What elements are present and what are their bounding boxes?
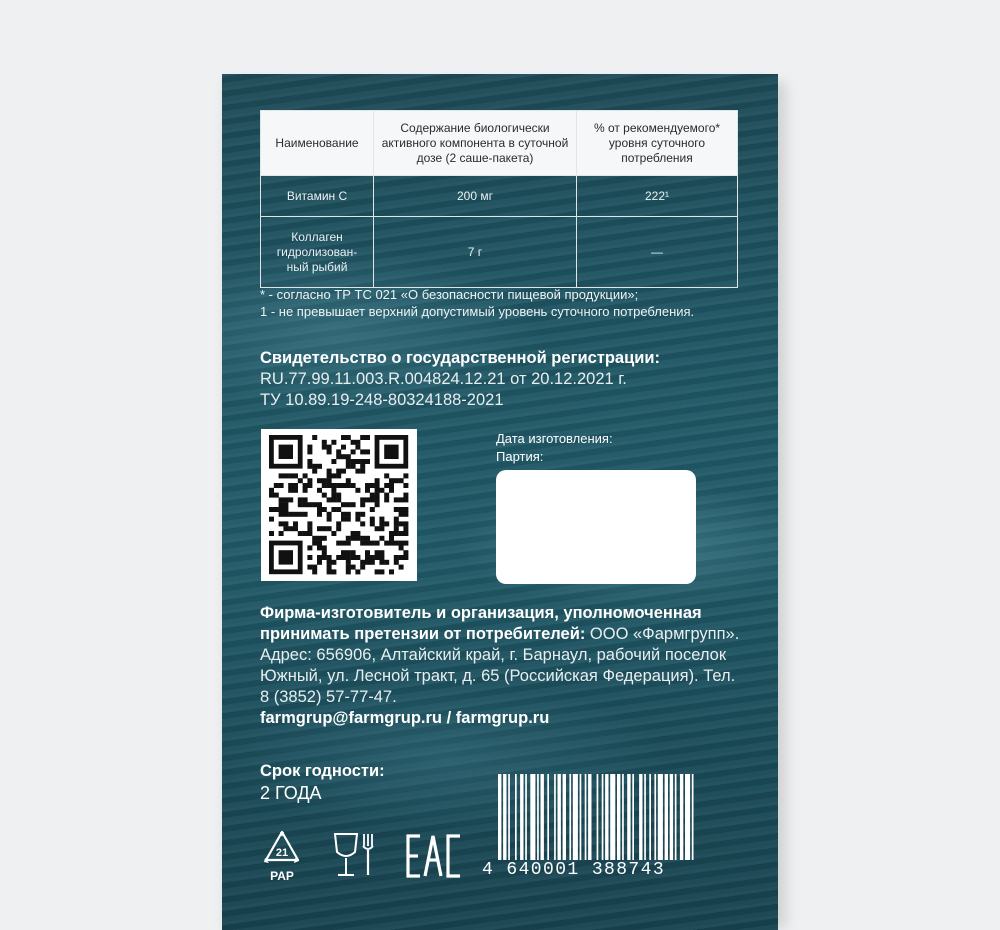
qr-code[interactable] xyxy=(261,429,417,581)
table-header-amount: Содержание биологически активного компонента в суточной дозе (2 саше-пакета) xyxy=(374,111,577,176)
production-date-label: Дата изготовления: xyxy=(496,431,613,446)
registration-block xyxy=(260,348,740,411)
table-header-percent: % от рекомендуемого* уровня суточного потребления xyxy=(577,111,738,176)
product-package-back xyxy=(222,74,778,930)
table-cell-percent: 222¹ xyxy=(577,176,738,217)
shelf-life-value: 2 ГОДА xyxy=(260,783,322,803)
table-row xyxy=(261,217,738,288)
table-row xyxy=(261,176,738,217)
table-cell-name: Витамин С xyxy=(261,176,374,217)
footnotes xyxy=(260,287,730,321)
production-info xyxy=(496,430,613,466)
registration-heading: Свидетельство о государственной регистрации: xyxy=(260,349,661,367)
table-cell-amount: 7 г xyxy=(374,217,577,288)
technical-spec: ТУ 10.89.19-248-80324188-2021 xyxy=(260,391,504,409)
table-header-row xyxy=(261,111,738,176)
barcode-number: 4 640001 388743 xyxy=(482,860,666,880)
registration-number: RU.77.99.11.003.R.004824.12.21 от 20.12.2021 г. xyxy=(260,370,627,388)
table-cell-name: Коллаген гидролизован-ный рыбий xyxy=(261,217,374,288)
table-header-name: Наименование xyxy=(261,111,374,176)
table-cell-amount: 200 мг xyxy=(374,176,577,217)
glass-fork-icon xyxy=(330,828,380,888)
nutrition-table xyxy=(260,110,738,288)
table-cell-percent: — xyxy=(577,217,738,288)
shelf-life-block xyxy=(260,760,385,804)
batch-label: Партия: xyxy=(496,449,544,464)
manufacturer-details: ООО «Фармгрупп». Адрес: 656906, Алтайский край, г. Барнаул, рабочий поселок Южный, ул. Лесной тракт, д. 65 (Российская Федерация). Тел. 8 (3852) 57-77-47. xyxy=(260,625,740,706)
footnote-asterisk: * - согласно ТР ТС 021 «О безопасности пищевой продукции»; xyxy=(260,287,639,302)
recycle-material: PAP xyxy=(270,869,294,883)
manufacturer-web: farmgrup@farmgrup.ru / farmgrup.ru xyxy=(260,709,550,727)
batch-stamp-area xyxy=(496,470,696,584)
footnote-one: 1 - не превышает верхний допустимый уровень суточного потребления. xyxy=(260,304,695,319)
marking-icons xyxy=(260,828,470,888)
manufacturer-heading: Фирма-изготовитель и организация, уполномоченная принимать претензии от потребителей: xyxy=(260,604,702,643)
eac-icon xyxy=(404,828,464,888)
manufacturer-block xyxy=(260,603,740,729)
shelf-life-label: Срок годности: xyxy=(260,762,385,780)
recycle-code: 21 xyxy=(275,847,289,859)
recycle-icon xyxy=(260,828,304,888)
